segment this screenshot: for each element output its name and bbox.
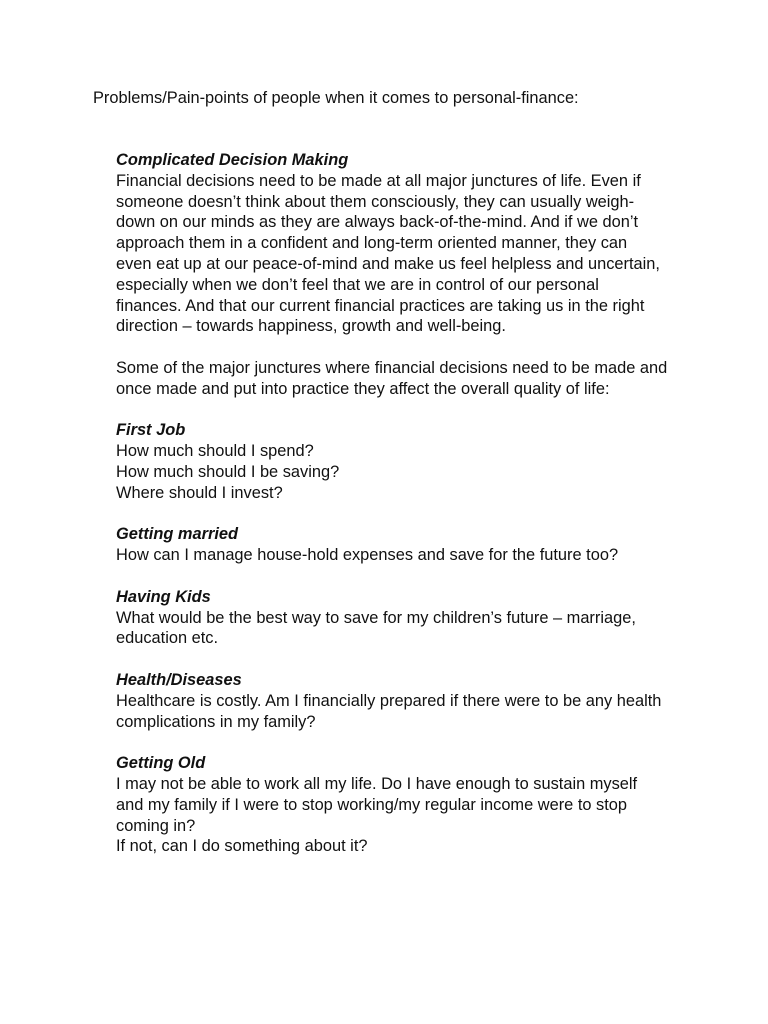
document-body bbox=[116, 150, 696, 857]
section-line: coming in? bbox=[116, 816, 196, 835]
section-title: Health/Diseases bbox=[116, 670, 242, 689]
paragraph-line: someone doesn’t think about them consciously, they can usually weigh- bbox=[116, 192, 635, 211]
paragraph-line: approach them in a confident and long-term oriented manner, they can bbox=[116, 234, 628, 253]
paragraph-line: finances. And that our current financial practices are taking us in the right bbox=[116, 296, 645, 315]
section-line: complications in my family? bbox=[116, 712, 316, 731]
section-line: If not, can I do something about it? bbox=[116, 837, 368, 856]
section-line: Healthcare is costly. Am I financially prepared if there were to be any health bbox=[116, 691, 662, 710]
paragraph-gap bbox=[116, 337, 696, 358]
paragraph-gap bbox=[116, 504, 696, 525]
section-title: Complicated Decision Making bbox=[116, 151, 349, 169]
paragraph-line: especially when we don’t feel that we are in control of our personal bbox=[116, 275, 599, 294]
paragraph-gap bbox=[116, 732, 696, 753]
paragraph-line: down on our minds as they are always back-of-the-mind. And if we don’t bbox=[116, 213, 639, 232]
paragraph-gap bbox=[116, 400, 696, 421]
paragraph-line: once made and put into practice they affect the overall quality of life: bbox=[116, 379, 610, 398]
paragraph-line: Some of the major junctures where financial decisions need to be made and bbox=[116, 358, 668, 377]
paragraph-line: even eat up at our peace-of-mind and make us feel helpless and uncertain, bbox=[116, 254, 660, 273]
section-line: How much should I spend? bbox=[116, 442, 314, 461]
paragraph-line: Financial decisions need to be made at all major junctures of life. Even if bbox=[116, 171, 641, 190]
paragraph-line: direction – towards happiness, growth and well-being. bbox=[116, 317, 506, 336]
section-title: Having Kids bbox=[116, 587, 211, 606]
section-line: I may not be able to work all my life. Do I have enough to sustain myself bbox=[116, 774, 638, 793]
section-line: What would be the best way to save for my children’s future – marriage, bbox=[116, 608, 636, 627]
section-line: How much should I be saving? bbox=[116, 462, 340, 481]
document-heading: Problems/Pain-points of people when it comes to personal-finance: bbox=[93, 89, 579, 107]
section-line: and my family if I were to stop working/my regular income were to stop bbox=[116, 795, 628, 814]
section-title: Getting married bbox=[116, 525, 239, 544]
section-line: education etc. bbox=[116, 629, 219, 648]
section-title: First Job bbox=[116, 421, 186, 440]
section-line: How can I manage house-hold expenses and save for the future too? bbox=[116, 546, 619, 565]
section-line: Where should I invest? bbox=[116, 483, 283, 502]
paragraph-gap bbox=[116, 649, 696, 670]
paragraph-gap bbox=[116, 566, 696, 587]
section-title: Getting Old bbox=[116, 754, 206, 773]
